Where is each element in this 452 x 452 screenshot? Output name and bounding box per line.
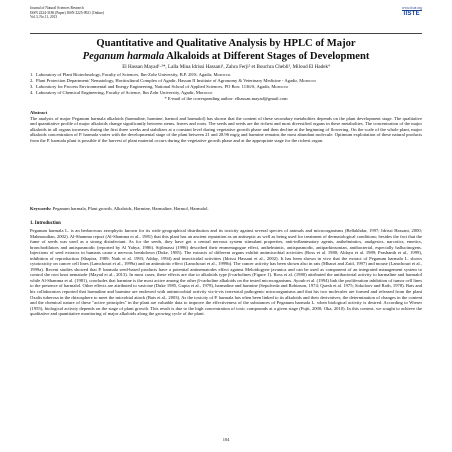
journal-volume: Vol.3, No.11, 2013 — [30, 15, 58, 20]
corresponding-author-email: * E-mail of the corresponding author: elhassan.mayad@gmail.com — [164, 96, 288, 101]
affiliation-item: 2. Plant Protection Department/ Nematology, Horticultural Complex of Agadir, Hassan II Institute of Agronomy & Veterinary Medicine - Agadir, Morocco — [30, 78, 316, 83]
journal-issn: ISSN 2224-3186 (Paper) ISSN 2225-0921 (Online) — [30, 10, 104, 15]
author-list: El Hassan Mayad¹·²*, Lalla Mina Idrissi Hassani¹, Zahra Ferji² et Bouchra Chebli³, Miloud El Hadek⁴ — [122, 64, 330, 70]
paper-title — [20, 37, 432, 63]
abstract-text: The analysis of major Peganum harmala alkaloids (harmaline, harmine, harmol and harmalol) has shown that the content of these secondary metabolites depends on the plant development stage. The qualitative and quantitative profile of major alkaloids change significantly between stems, leaves and roots. The seeds and seeds are the richest and most diversified organs in these metabolites. The concentration of the major alkaloids in all organs increases during the first three weeks and stabilizes at a constant level during vegetative growth phase and then decline at the beginning of flowering. On the scale of the whole plant, major alkaloids concentration of P. harmala varies with the developmental stage of the plant between 21 and 28.96 mg/g and harmine remains the most abundant molecule. Optimum exploitation of these natural products from the P. harmala plant is possible if the harvest of plant material occurs during the vegetative growth phase and at the appropriate stage for the richest organ. — [30, 115, 422, 143]
iiste-logo: IISTE — [403, 10, 420, 17]
page-number: 104 — [222, 437, 230, 442]
journal-website-link[interactable]: www.iiste.org — [401, 6, 422, 10]
affiliations — [30, 72, 422, 102]
keywords-section — [30, 206, 422, 212]
affiliation-item: 4. Laboratory of Chemical Engineering, Faculty of Science, Ibn Zohr University, Agadir, Morocco — [30, 90, 213, 95]
journal-header-right — [401, 6, 422, 16]
title-line-1: Quantitative and Qualitative Analysis by HPLC of Major — [96, 38, 356, 49]
abstract-heading: Abstract — [30, 110, 48, 115]
affiliation-item: 3. Laboratory for Process Environmental and Energy Engineering, National School of Applied Sciences, PO Box: 1136/S, Agadir, Morocco — [30, 84, 288, 89]
introduction-text: Peganum harmala L. is an herbaceous xerophytic known for its wide geographical distribution and its toxicity against several species of animals and microorganisms (Bellakhdar, 1997; Idrissi Hassani, 2000; Mahmoudian, 2002). Al-Shamma report (Al-Shamma et al., 1981) that this plant has an ancient reputation as an antiseptic as well as being used for treatment of dermatological conditions; besides the fact that the fume of seeds was used as a strong disinfectant. As for the seeds, they have got a central nervous system stimulant properties, anti-inflammatory agents, anthelmintics, analgesics, narcotics, emetics, bronchodilators and antispasmodic (reported by Al Yahya, 1986). Sijilmassi (1996) described their emmenagogue effect, anthelmintic, antispasmodic, antiparkinsonian, antibacterial, especially hallucinogens. Injections of seed extracts in humans cause a nervous breakdown (Duke, 1985). The extracts of different organs exhibit antimicrobial activities (Ross et al. 1980; Aldaya et al. 1989; Prashanth et al., 1999), inhibition of reproduction (Shapira, 1989; Nath et al. 1993; Adday, 1994) and insecticidal activities (Idrissi Hassani et al., 2002). It has been shown in vivo that the extract of Peganum harmala L. shows cytotoxicity on cancer cell lines (Lamchouri et al., 1999a) and an antimitotic effect (Lamchouri et al., 1999b). The cancer activity has been shown also in rats (Mharzi and Zaid, 1997) and mouse (Lamchouri et al., 1999a). Recent studies showed that P. harmala seed-based products have a potential antinematodes effect against Meloidogyne javanica and can be used as component of an integrated management system to control the root knot nematode (Mayad et al., 2013). In most cases, these effects are due to alkaloids type β-carbolines (Figure 1). Ross et al. (1980) attributed the antibacterial activity to harmaline and harmalol while Al-Shamma et al. (1981), concludes that harmine is the most active among the other β-carboline alkaloids on the tested microorganisms. Ayoub et al. (1994) link the proliferation inhibition of tumor cell lines to the presence of harmalol. Other effects are attributed to vasicine (Duke 1985, Gupta et al., 1978), harmaline and harmine (Sepulveda and Robinson, 1974; Quesh et al. 1975; Sokoloov and Roth, 1978). Bais and his collaborators reported that harmaline and harmine are endowed with antimicrobial activity vis-à-vis terrestrial pathogenic microorganisms and that his two molecules are formed and released from the plant Oxalis tuberosa in the rhizosphere to meet the microbial attack (Bais et al., 2003). As the toxicity of P. harmala has often been linked to its alkaloids and their derivatives, the determination of changes in the content and the chemical nature of these "active principles" in the plant are valuable data to improve the effectiveness of the substances of Peganum harmala L. when biological activity is desired. According to Wieser (1955), biological activity depends on the stage of plant growth. This result is due to the high concentration of toxic compounds at a given stage (Fujii, 2000; Oka, 2010). In this context, we sought to achieve the qualitative and quantitative monitoring of major alkaloids along the growing cycle of the plant. — [30, 228, 423, 317]
affiliation-item: 1. Laboratory of Plant Biotechnology, Faculty of Sciences, Ibn-Zohr University, B.P. 28/S, Agadir, Morocco. — [30, 72, 232, 77]
abstract-section — [30, 110, 422, 143]
title-line-2-rest: Alkaloids at Different Stages of Development — [164, 51, 370, 62]
keywords-label: Keywords: — [30, 206, 52, 211]
header-divider — [30, 33, 422, 34]
title-line-2 — [20, 50, 432, 63]
keywords-text: Peganum harmala, Plant growth, Alkaloids, Harmine, Harmaline, Harmol, Harmalol. — [52, 206, 209, 211]
journal-name: Journal of Natural Sciences Research — [30, 6, 84, 10]
title-species: Peganum harmala — [82, 51, 165, 62]
journal-header — [30, 6, 104, 20]
introduction-heading: 1. Introduction — [30, 221, 61, 226]
